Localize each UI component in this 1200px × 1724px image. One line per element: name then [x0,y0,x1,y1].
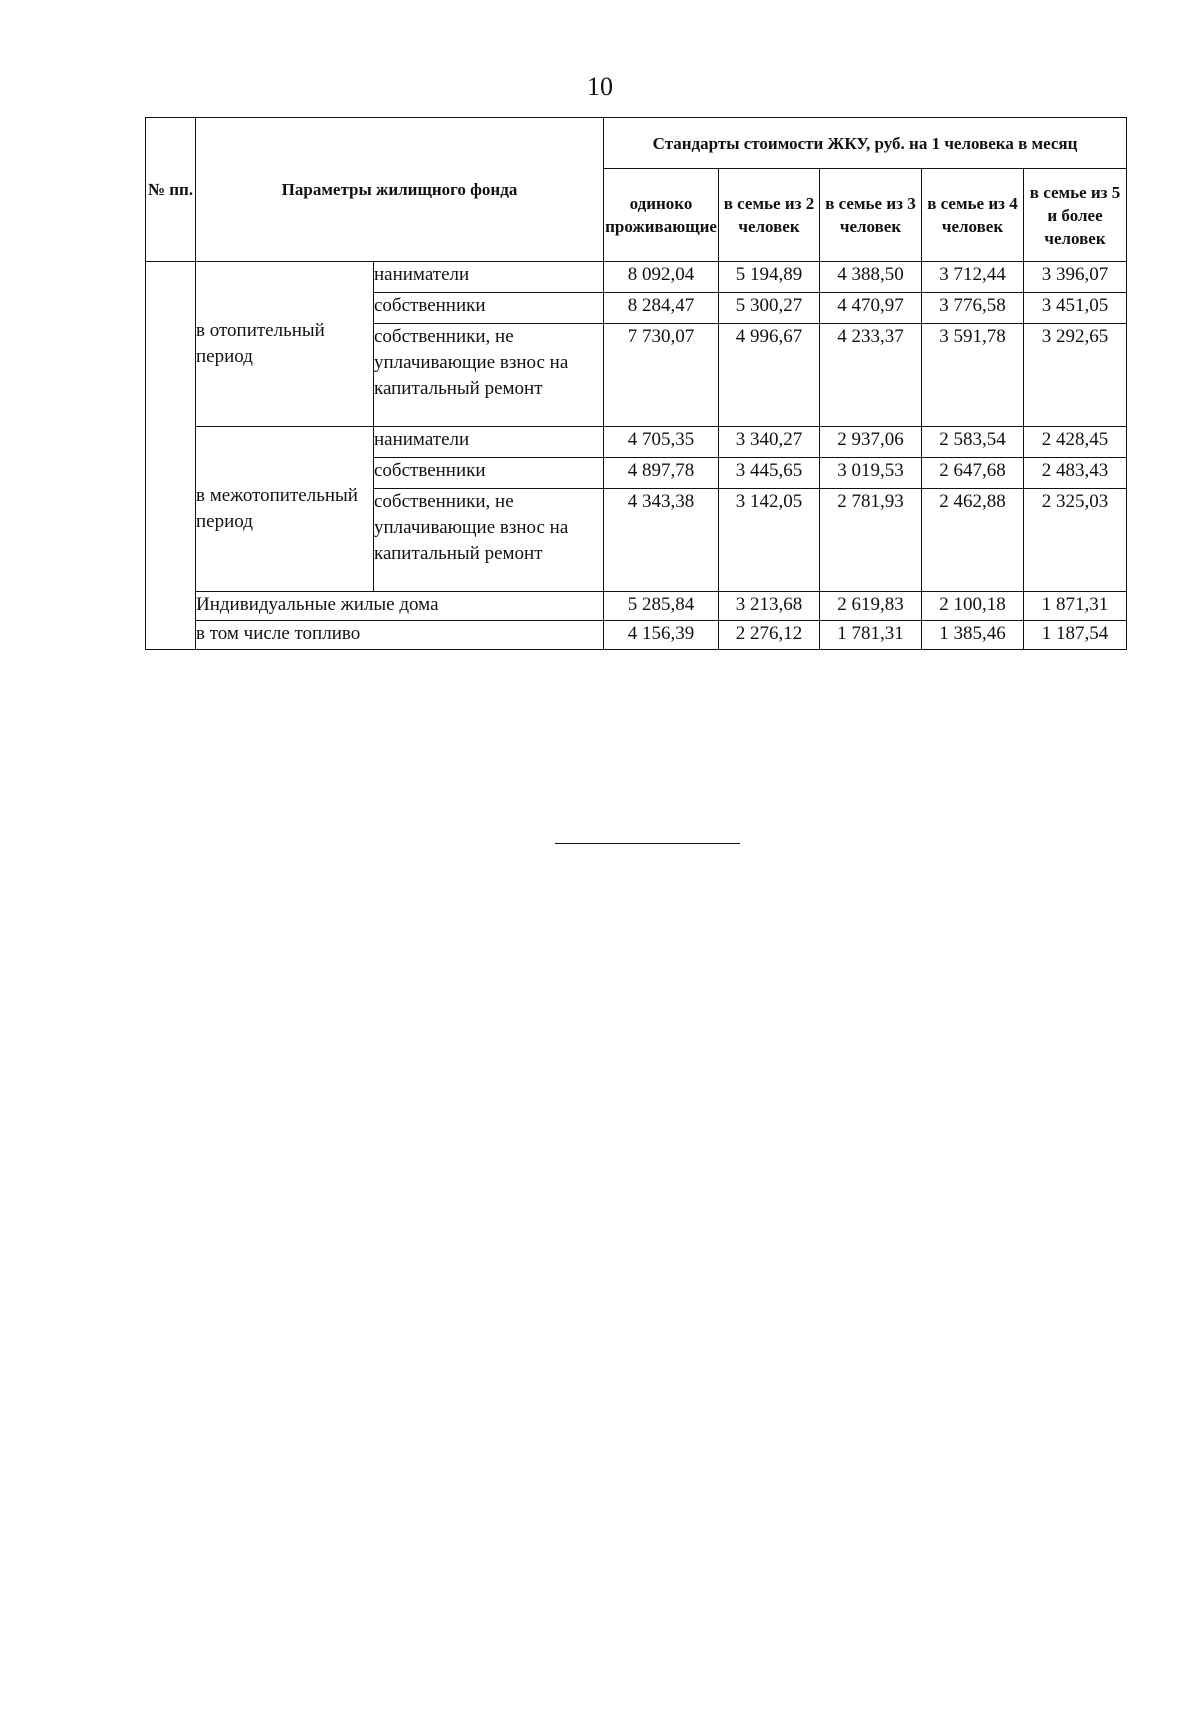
column-header-family-4: в семье из 4 человек [922,169,1024,262]
column-header-number: № пп. [146,118,196,262]
value-cell: 4 470,97 [820,293,922,324]
value-cell: 3 142,05 [719,489,820,592]
page-number: 10 [587,72,613,101]
value-cell: 1 385,46 [922,621,1024,650]
row-label: собственники [374,458,604,489]
table-row [146,592,1127,621]
value-cell: 2 100,18 [922,592,1024,621]
value-cell: 7 730,07 [604,324,719,427]
value-cell: 4 156,39 [604,621,719,650]
cost-standards-table [145,117,1127,650]
row-label-individual-houses: Индивидуальные жилые дома [196,592,604,621]
value-cell: 5 194,89 [719,262,820,293]
value-cell: 3 213,68 [719,592,820,621]
value-cell: 3 445,65 [719,458,820,489]
table-row [146,427,1127,458]
value-cell: 3 292,65 [1024,324,1127,427]
row-label: наниматели [374,427,604,458]
value-cell: 2 937,06 [820,427,922,458]
value-cell: 3 019,53 [820,458,922,489]
row-label: собственники, не уплачивающие взнос на капитальный ремонт [374,324,604,427]
value-cell: 1 871,31 [1024,592,1127,621]
value-cell: 4 996,67 [719,324,820,427]
value-cell: 2 276,12 [719,621,820,650]
value-cell: 2 781,93 [820,489,922,592]
value-cell: 8 284,47 [604,293,719,324]
column-header-family-2: в семье из 2 человек [719,169,820,262]
divider-line [555,843,740,844]
row-label-fuel: в том числе топливо [196,621,604,650]
value-cell: 5 300,27 [719,293,820,324]
value-cell: 4 897,78 [604,458,719,489]
table-row [146,621,1127,650]
value-cell: 3 591,78 [922,324,1024,427]
value-cell: 3 776,58 [922,293,1024,324]
value-cell: 3 712,44 [922,262,1024,293]
row-label: собственники, не уплачивающие взнос на капитальный ремонт [374,489,604,592]
column-header-family-3: в семье из 3 человек [820,169,922,262]
value-cell: 4 343,38 [604,489,719,592]
value-cell: 1 187,54 [1024,621,1127,650]
value-cell: 2 583,54 [922,427,1024,458]
value-cell: 2 462,88 [922,489,1024,592]
value-cell: 4 388,50 [820,262,922,293]
value-cell: 4 233,37 [820,324,922,427]
value-cell: 2 647,68 [922,458,1024,489]
value-cell: 3 340,27 [719,427,820,458]
value-cell: 2 619,83 [820,592,922,621]
value-cell: 3 451,05 [1024,293,1127,324]
column-group-header: Стандарты стоимости ЖКУ, руб. на 1 человека в месяц [604,118,1127,169]
value-cell: 3 396,07 [1024,262,1127,293]
column-header-single: одиноко проживающие [604,169,719,262]
value-cell: 5 285,84 [604,592,719,621]
period-label-heating: в отопительный период [196,262,374,427]
value-cell: 4 705,35 [604,427,719,458]
value-cell: 2 428,45 [1024,427,1127,458]
value-cell: 8 092,04 [604,262,719,293]
row-label: собственники [374,293,604,324]
table-row [146,262,1127,293]
row-number-cell [146,262,196,650]
column-header-family-5-plus: в семье из 5 и более человек [1024,169,1127,262]
value-cell: 2 325,03 [1024,489,1127,592]
value-cell: 1 781,31 [820,621,922,650]
value-cell: 2 483,43 [1024,458,1127,489]
period-label-non-heating: в межотопительный период [196,427,374,592]
row-label: наниматели [374,262,604,293]
column-header-parameters: Параметры жилищного фонда [196,118,604,262]
